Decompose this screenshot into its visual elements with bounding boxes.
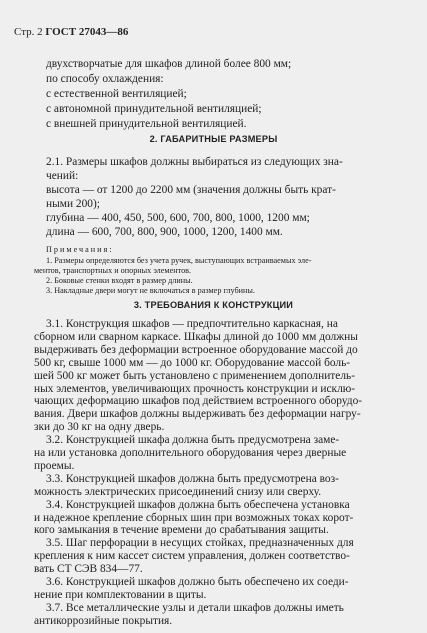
note-line: 3. Накладные двери могут не включаться в размер глубины. xyxy=(46,286,255,295)
text-line: 3.5. Шаг перфорации в несущих стойках, предназначенных для xyxy=(46,537,354,550)
text-line: антикоррозийные покрытия. xyxy=(34,614,173,627)
note-line: ментов, транспортных и опорных элементов. xyxy=(34,266,192,275)
text-line: можность электрических присоединений снизу или сверху. xyxy=(34,485,322,498)
section-heading: 3. ТРЕБОВАНИЯ К КОНСТРУКЦИИ xyxy=(133,300,294,310)
text-line: 3.7. Все металлические узлы и детали шкафов должны иметь xyxy=(46,601,344,614)
text-line: 3.1. Конструкция шкафов — предпочтительно каркасная, на xyxy=(46,318,338,330)
text-line: сборном или сварном каркасе. Шкафы длиной до 1000 мм должны xyxy=(34,330,358,343)
text-line: длина — 600, 700, 800, 900, 1000, 1200, 1400 мм. xyxy=(46,226,283,238)
text-line: чающих деформацию шкафов под действием встроенного оборудо- xyxy=(34,395,363,408)
text-line: проемы. xyxy=(34,459,75,472)
text-line: по способу охлаждения: xyxy=(46,73,164,85)
text-line: с автономной принудительной вентиляцией; xyxy=(46,103,262,115)
text-line: шей 500 кг может быть установлено с применением дополнитель- xyxy=(34,369,355,382)
text-line: и надежное крепление сборных шин при возможных токах корот- xyxy=(34,511,354,524)
text-line: ными 200); xyxy=(46,198,100,210)
text-line: 500 кг, свыше 1000 мм — до 1000 кг. Оборудование массой боль- xyxy=(34,356,351,369)
standard-number: ГОСТ 27043—86 xyxy=(45,26,129,38)
note-line: 1. Размеры определяются без учета ручек, выступающих встраиваемых эле- xyxy=(46,256,312,265)
page-header xyxy=(14,26,128,38)
text-line: глубина — 400, 450, 500, 600, 700, 800, 1000, 1200 мм; xyxy=(46,212,310,224)
text-line: двухстворчатые для шкафов длиной более 800 мм; xyxy=(46,58,292,70)
text-line: крепления к ним кассет систем управления, должен соответство- xyxy=(34,550,350,563)
text-line: 3.2. Конструкцией шкафа должна быть предусмотрена заме- xyxy=(46,434,340,447)
text-line: нение при комплектовании в щиты. xyxy=(34,588,207,601)
text-line: на или установка дополнительного оборудования через дверные xyxy=(34,447,347,459)
page-number: Стр. 2 xyxy=(14,26,43,38)
text-line: высота — от 1200 до 2200 мм (значения должны быть крат- xyxy=(46,184,336,196)
notes-title: Примечания: xyxy=(46,245,114,254)
text-line: 2.1. Размеры шкафов должны выбираться из следующих зна- xyxy=(46,156,343,168)
note-line: 2. Боковые стенки входят в размер длины. xyxy=(46,276,193,285)
text-line: вания. Двери шкафов должны выдерживать без деформации нагру- xyxy=(34,408,361,421)
section-heading: 2. ГАБАРИТНЫЕ РАЗМЕРЫ xyxy=(149,134,278,144)
text-line: чений: xyxy=(46,170,79,182)
text-line: с внешней принудительной вентиляцией. xyxy=(46,118,247,130)
text-line: ных элементов, увеличивающих прочность конструкции и исклю- xyxy=(34,382,356,395)
text-line: с естественной вентиляцией; xyxy=(46,88,187,100)
text-line: выдерживать без деформации встроенное оборудование массой до xyxy=(34,343,358,356)
text-line: 3.4. Конструкцией шкафов должна быть обеспечена установка xyxy=(46,498,350,511)
text-line: вать СТ СЭВ 834—77. xyxy=(34,563,143,576)
text-line: 3.3. Конструкцией шкафов должна быть предусмотрена воз- xyxy=(46,472,339,485)
text-line: 3.6. Конструкцией шкафов должно быть обеспечено их соеди- xyxy=(46,576,349,588)
text-line: зки до 30 кг на одну дверь. xyxy=(34,421,165,434)
text-line: кого замыкания в течение времени до срабатывания защиты. xyxy=(34,524,329,537)
